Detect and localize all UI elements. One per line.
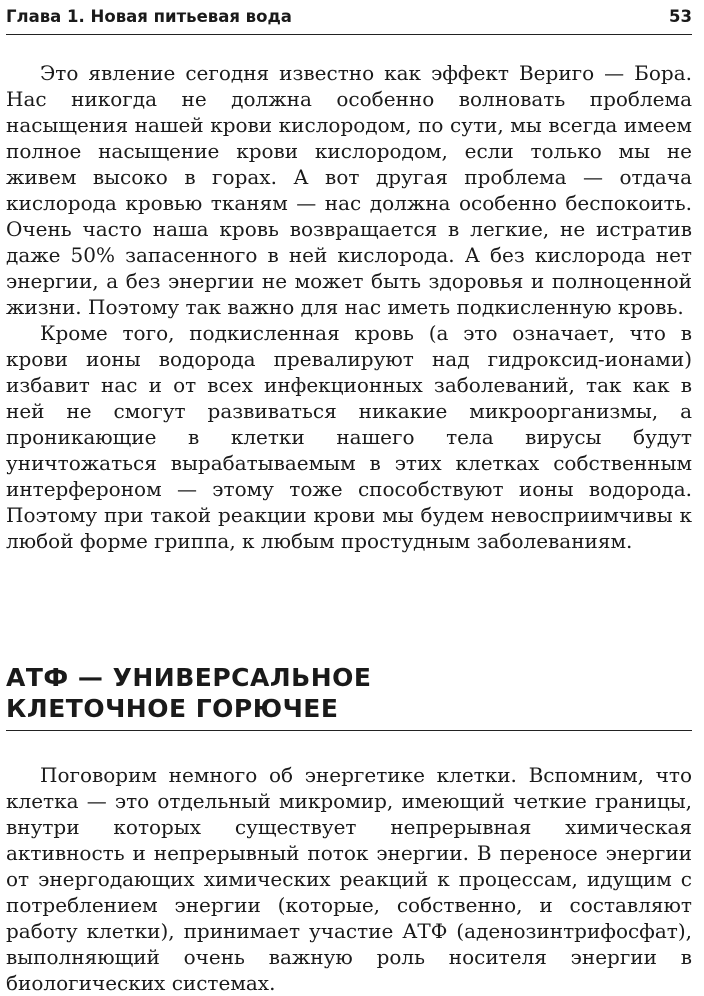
text-block-top	[6, 60, 692, 554]
section-heading	[6, 662, 692, 731]
text-block-bottom	[6, 762, 692, 996]
paragraph: Это явление сегодня известно как эффект Вериго — Бора. Нас никогда не должна особенно волновать проблема насыщения нашей крови кислородом, по сути, мы всегда имеем полное насыщение крови кислородом, если только мы не живем высоко в горах. А вот другая проблема — отдача кислорода кровью тканям — нас должна особенно беспокоить. Очень часто наша кровь возвращается в легкие, не истратив даже 50% запасенного в ней кислорода. А без кислорода нет энергии, а без энергии не может быть здоровья и полноценной жизни. Поэтому так важно для нас иметь подкисленную кровь.	[6, 61, 692, 319]
paragraph: Поговорим немного об энергетике клетки. Вспомним, что клетка — это отдельный микромир, имеющий четкие границы, внутри которых существует непрерывная химическая активность и непрерывный поток энергии. В переносе энергии от энергодающих химических реакций к процессам, идущим с потреблением энергии (которые, собственно, и составляют работу клетки), принимает участие АТФ (аденозинтрифосфат), выполняющий очень важную роль носителя энергии в биологических системах.	[6, 763, 692, 995]
running-header	[6, 4, 692, 35]
section-heading-line: КЛЕТОЧНОЕ ГОРЮЧЕЕ	[6, 694, 339, 723]
paragraph: Кроме того, подкисленная кровь (а это означает, что в крови ионы водорода превалируют над гидроксид-ионами) избавит нас и от всех инфекционных заболеваний, так как в ней не смогут развиваться никакие микроорганизмы, а проникающие в клетки нашего тела вирусы будут уничтожаться вырабатываемым в этих клетках собственным интерфероном — этому тоже способствуют ионы водорода. Поэтому при такой реакции крови мы будем невосприимчивы к любой форме гриппа, к любым простудным заболеваниям.	[6, 321, 692, 553]
page-number: 53	[669, 7, 692, 26]
section-heading-line: АТФ — УНИВЕРСАЛЬНОЕ	[6, 663, 372, 692]
chapter-title: Глава 1. Новая питьевая вода	[6, 7, 292, 26]
